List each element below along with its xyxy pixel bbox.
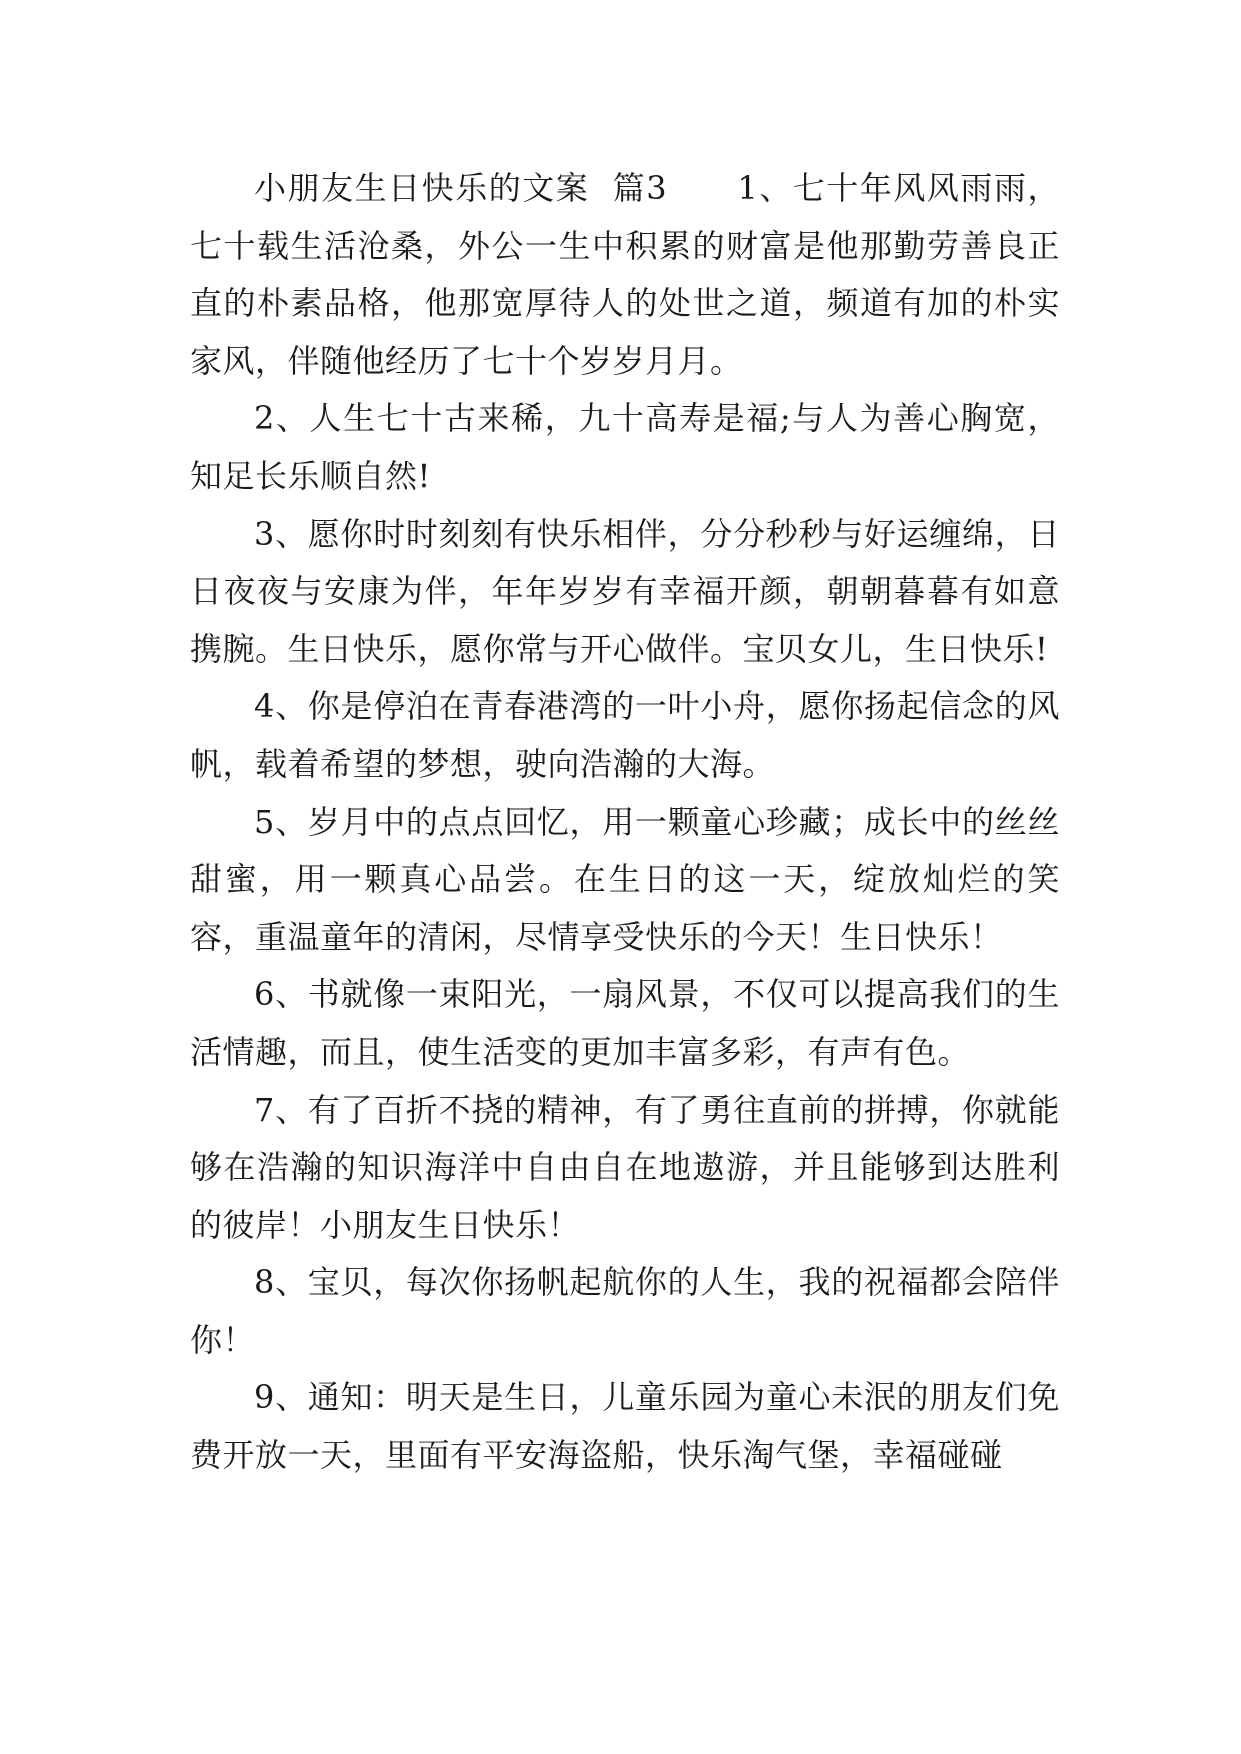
- paragraph-2: 2、人生七十古来稀，九十高寿是福;与人为善心胸宽，知足长乐顺自然!: [190, 399, 1060, 495]
- paragraph-8: 8、宝贝，每次你扬帆起航你的人生，我的祝福都会陪伴你！: [190, 1263, 1060, 1359]
- paragraph-4: 4、你是停泊在青春港湾的一叶小舟，愿你扬起信念的风帆，载着希望的梦想，驶向浩瀚的大海。: [190, 687, 1060, 783]
- paragraph-9: 9、通知：明天是生日，儿童乐园为童心未泯的朋友们免费开放一天，里面有平安海盗船，快乐淘气堡，幸福碰碰: [190, 1378, 1060, 1475]
- paragraph-1-text: 1、七十年风风雨雨，七十载生活沧桑，外公一生中积累的财富是他那勤劳善良正直的朴素品格，他那宽厚待人的处世之道，频道有加的朴实家风，伴随他经历了七十个岁岁月月。: [190, 169, 1060, 380]
- paragraph-1: [190, 160, 1060, 390]
- paragraph-5: 5、岁月中的点点回忆，用一颗童心珍藏；成长中的丝丝甜蜜，用一颗真心品尝。在生日的这一天，绽放灿烂的笑容，重温童年的清闲，尽情享受快乐的今天！生日快乐！: [190, 802, 1060, 956]
- paragraph-6: 6、书就像一束阳光，一扇风景，不仅可以提高我们的生活情趣，而且，使生活变的更加丰富多彩，有声有色。: [190, 975, 1060, 1071]
- document-body: [190, 160, 1060, 1485]
- paragraph-7: 7、有了百折不挠的精神，有了勇往直前的拼搏，你就能够在浩瀚的知识海洋中自由自在地遨游，并且能够到达胜利的彼岸！小朋友生日快乐！: [190, 1090, 1060, 1244]
- document-heading: 小朋友生日快乐的文案 篇3: [254, 169, 668, 207]
- paragraph-3: 3、愿你时时刻刻有快乐相伴，分分秒秒与好运缠绵，日日夜夜与安康为伴，年年岁岁有幸福开颜，朝朝暮暮有如意携腕。生日快乐，愿你常与开心做伴。宝贝女儿，生日快乐!: [190, 514, 1060, 668]
